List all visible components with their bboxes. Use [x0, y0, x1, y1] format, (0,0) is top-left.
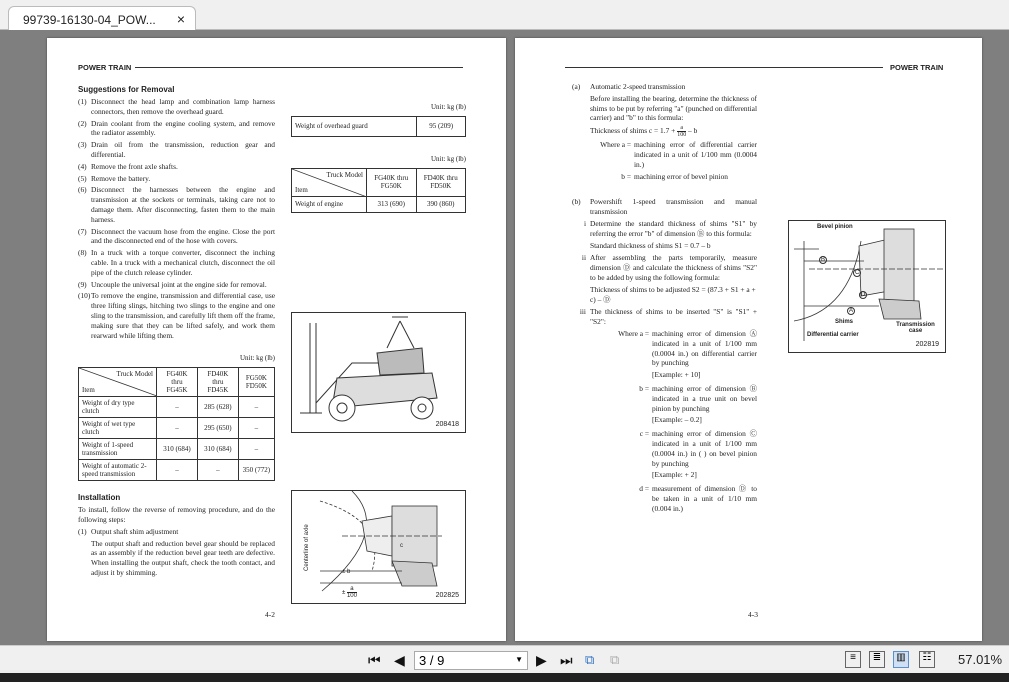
install-text: The output shaft and reduction bevel gear should be replaced as an assembly if the reduction bevel gear teeth are defective. When installing the output shaft, check the tooth contact, and adjust it by shimming. [91, 538, 275, 577]
var-def: machining error of differential carrier indicated in a unit of 1/100 mm (0.0004 in.) [634, 140, 757, 169]
step-text: Disconnect the harnesses between the engine and transmission at the sockets or terminals, taking care not to damage them. After disconnecting, fasten them to the main harness. [91, 185, 275, 224]
forklift-lifting-figure [291, 312, 466, 433]
header-rule [135, 67, 463, 68]
definition-item [590, 484, 757, 513]
section-title: Automatic 2-speed transmission [590, 82, 686, 91]
navigation-toolbar [0, 645, 1009, 673]
example-text: [Example: – 0.2] [652, 415, 702, 425]
item-label: Item [295, 185, 308, 194]
cell-value: 310 (684) [157, 439, 198, 460]
formula-text: – b [688, 126, 698, 136]
plus-minus: ± [342, 590, 346, 597]
section-title: Powershift 1-speed transmission and manual transmission [590, 197, 757, 217]
example-text: [Example: + 10] [652, 370, 701, 380]
list-item [78, 185, 275, 224]
col-header: FD40K thru FD50K [416, 168, 466, 196]
dimension-a-label [342, 586, 357, 599]
removal-steps [78, 97, 275, 340]
cell-value: – [157, 460, 198, 481]
list-item [78, 162, 275, 172]
step-text: Drain coolant from the engine cooling system, and remove the radiator assembly. [91, 118, 275, 138]
paragraph: Before installing the bearing, determine the thickness of shims to be put by referring "a" (punched on differential carrier) and "b" to this formula: [590, 93, 757, 123]
truck-model-label: Truck Model [116, 370, 153, 379]
section-number: (b) [572, 197, 581, 207]
cell-value: – [197, 460, 238, 481]
step-text: To remove the engine, transmission and differential case, use three lifting slings, hitching two slings to the engine and one sling to the transmission, and carefully lift them off the frame, making sure that they can be lifted safely, and work them rearward while lifting them. [91, 291, 275, 340]
cell-value: – [238, 397, 274, 418]
list-item [78, 97, 275, 117]
formula-text: Thickness of shims c = 1.7 + [590, 126, 676, 136]
list-item [78, 119, 275, 139]
paragraph: Determine the standard thickness of shims "S1" by referring the error "b" of dimension Ⓑ to this formula: [590, 218, 757, 238]
paragraph: After assembling the parts temporarily, measure dimension Ⓓ and calculate the thickness of shims "S2" to be added by using the following formula: [590, 253, 757, 282]
differential-carrier-label: Differential carrier [807, 332, 859, 338]
list-item [78, 291, 275, 340]
left-column [78, 82, 275, 580]
page-indicator: 3 / 9 [419, 653, 445, 668]
single-page-view-icon[interactable]: ≡ [845, 651, 861, 668]
step-text: Uncouple the universal joint at the engine side for removal. [91, 279, 267, 289]
table-corner-header [79, 368, 157, 397]
var-key: c = [639, 429, 649, 439]
tab-bar [0, 0, 1009, 30]
next-page-button[interactable]: ▶ [536, 652, 547, 668]
var-def: machining error of dimension Ⓒ indicated in a unit of 1/100 mm (0.0004 in.) in ( ) on bevel pinion by punching [652, 429, 757, 468]
installation-heading: Installation [78, 493, 121, 503]
step-number: (4) [78, 161, 87, 171]
step-title: Output shaft shim adjustment [91, 526, 179, 536]
document-tab[interactable] [8, 6, 196, 31]
page-header: POWER TRAIN [890, 63, 944, 72]
step-number: iii [579, 307, 586, 317]
step-text: Remove the front axle shafts. [91, 161, 178, 171]
bevel-pinion-label: Bevel pinion [817, 224, 853, 230]
shim-formula [572, 125, 757, 138]
cell-value: – [238, 439, 274, 460]
var-def: machining error of dimension Ⓐ indicated in a unit of 1/100 mm (0.0004 in.) on differential carrier by punching [652, 328, 757, 368]
close-tab-icon[interactable]: × [176, 11, 185, 27]
row-label: Weight of engine [292, 196, 367, 212]
shims-label: Shims [835, 319, 854, 325]
page-4-2 [47, 38, 506, 641]
tab-title: 99739-16130-04_POW... [23, 13, 156, 27]
formula-text: Standard thickness of shims S1 = 0.7 – b [590, 240, 711, 250]
forklift-illustration [292, 313, 464, 431]
bevel-pinion-figure [788, 220, 946, 353]
page-header: POWER TRAIN [78, 63, 132, 72]
step-text: Drain oil from the transmission, reduction gear and differential. [91, 140, 275, 159]
step-number: (6) [78, 185, 87, 195]
list-item [78, 280, 275, 290]
step-text: Disconnect the head lamp and combination lamp harness connectors, then remove the overhead guard. [91, 97, 275, 116]
definition-item [590, 329, 757, 368]
chevron-down-icon: ▼ [515, 655, 523, 664]
table-corner-header [292, 168, 367, 196]
col-header: FD40K thru FD45K [197, 368, 238, 397]
definition-item [590, 429, 757, 468]
figure-number: 208418 [435, 421, 459, 428]
header-rule [565, 67, 883, 68]
document-viewer[interactable] [0, 30, 1009, 645]
page-number: 4-3 [748, 610, 758, 619]
step-number: (1) [78, 97, 87, 106]
two-page-view-icon[interactable]: ▥ [893, 651, 909, 668]
cell-value: 390 (860) [416, 196, 466, 212]
list-item [78, 174, 275, 184]
list-item [78, 248, 275, 277]
table-row [79, 397, 275, 418]
dim-b-marker: B [821, 257, 826, 263]
step-number: (2) [78, 118, 87, 128]
cell-value: – [238, 418, 274, 439]
cell-value: – [157, 397, 198, 418]
step-number: (1) [78, 526, 87, 536]
zoom-level[interactable]: 57.01% [958, 652, 1003, 667]
install-intro: To install, follow the reverse of removing procedure, and do the following steps: [78, 505, 275, 524]
denominator: 100 [346, 593, 357, 599]
axis-label: Centerline of axle [304, 524, 310, 571]
weights-column [291, 103, 466, 213]
step-number: i [583, 218, 586, 228]
variable-definitions [572, 329, 757, 514]
dimension-b-label: ± b [342, 569, 351, 575]
prev-page-button[interactable]: ◀ [394, 652, 405, 668]
continuous-view-icon[interactable]: ≣ [869, 651, 885, 668]
dim-a-marker: A [849, 308, 854, 314]
example-text: [Example: + 2] [652, 470, 697, 480]
var-key: d = [639, 484, 649, 494]
figure-number: 202819 [915, 341, 939, 348]
step-number: (3) [78, 140, 87, 150]
truck-model-label: Truck Model [326, 170, 363, 179]
table-row [79, 439, 275, 460]
cell-value: – [157, 418, 198, 439]
item-label: Item [82, 386, 95, 395]
cell-value: 285 (628) [197, 397, 238, 418]
col-header: FG40K thru FG50K [367, 168, 417, 196]
step-number: (9) [78, 279, 87, 289]
var-key: b = [639, 383, 649, 393]
last-page-button[interactable]: ⏭ [560, 652, 573, 668]
row-label: Weight of dry type clutch [79, 397, 157, 418]
step-number: ii [581, 253, 586, 263]
definition-item [590, 384, 757, 413]
cell-value: 295 (650) [197, 418, 238, 439]
clutch-weight-table [78, 367, 275, 481]
col-header: FG40K thru FG45K [157, 368, 198, 397]
step-number: (5) [78, 173, 87, 183]
table-row [79, 460, 275, 481]
taskbar-strip [0, 673, 1009, 682]
overhead-guard-table [291, 116, 466, 137]
list-item [78, 140, 275, 160]
transmission-case-label: Transmission case [896, 322, 935, 334]
var-key: Where a = [618, 328, 649, 338]
var-key: Where a = [600, 140, 631, 150]
cell-value: 95 (209) [417, 116, 466, 136]
step-text: Remove the battery. [91, 173, 151, 183]
table-row [79, 418, 275, 439]
row-label: Weight of overhead guard [292, 116, 417, 136]
unit-label: Unit: kg (lb) [431, 103, 466, 111]
text-column [572, 82, 757, 515]
row-label: Weight of automatic 2-speed transmission [79, 460, 157, 481]
cell-value: 310 (684) [197, 439, 238, 460]
denominator: 100 [677, 132, 687, 139]
first-page-button[interactable]: ⏮ [368, 652, 381, 668]
cell-value: 313 (690) [367, 196, 417, 212]
numerator: a [350, 586, 354, 592]
col-header: FG50K FD50K [238, 368, 274, 397]
output-shaft-figure [291, 490, 466, 604]
var-def: measurement of dimension Ⓓ to be taken in a unit of 1/10 mm (0.004 in.) [652, 484, 757, 513]
paragraph: The thickness of shims to be inserted "S" is "S1" + "S2": [590, 307, 757, 327]
row-label: Weight of wet type clutch [79, 418, 157, 439]
dim-d-marker: D [861, 292, 866, 298]
list-item [78, 227, 275, 247]
back-view-icon[interactable]: ⧉ [585, 652, 595, 667]
section-number: (a) [572, 82, 581, 91]
step-text: In a truck with a torque converter, disconnect the inching cable. In a truck with a mechanical clutch, disconnect the oil pipe of the clutch release cylinder. [91, 248, 275, 277]
output-shaft-illustration [292, 491, 464, 602]
two-page-continuous-view-icon[interactable]: ☷ [919, 651, 935, 668]
page-number: 4-2 [265, 610, 275, 619]
figure-number: 202825 [435, 592, 459, 599]
var-key: b = [621, 171, 631, 181]
cell-value: 350 (772) [238, 460, 274, 481]
page-selector[interactable] [414, 651, 528, 670]
dimension-c-label: c [400, 543, 403, 549]
var-def: machining error of bevel pinion [634, 171, 728, 181]
unit-label: Unit: kg (lb) [240, 354, 275, 363]
step-text: Disconnect the vacuum hose from the engine. Close the port and the disconnected end of the hose with covers. [91, 226, 275, 246]
formula-text: Thickness of shims to be adjusted S2 = (87.3 + S1 + a + c) – Ⓓ [590, 284, 756, 304]
var-def: machining error of dimension Ⓑ indicated in a true unit on bevel pinion by punching [652, 383, 757, 413]
step-number: (8) [78, 248, 87, 258]
numerator: a [680, 125, 684, 132]
step-number: (10) [78, 291, 91, 301]
page-4-3 [515, 38, 982, 641]
row-label: Weight of 1-speed transmission [79, 439, 157, 460]
forward-view-icon[interactable]: ⧉ [610, 652, 620, 667]
step-number: (7) [78, 226, 87, 236]
dim-c-marker: C [855, 270, 860, 276]
removal-heading: Suggestions for Removal [78, 85, 175, 94]
unit-label: Unit: kg (lb) [431, 154, 466, 163]
engine-weight-table [291, 168, 466, 213]
